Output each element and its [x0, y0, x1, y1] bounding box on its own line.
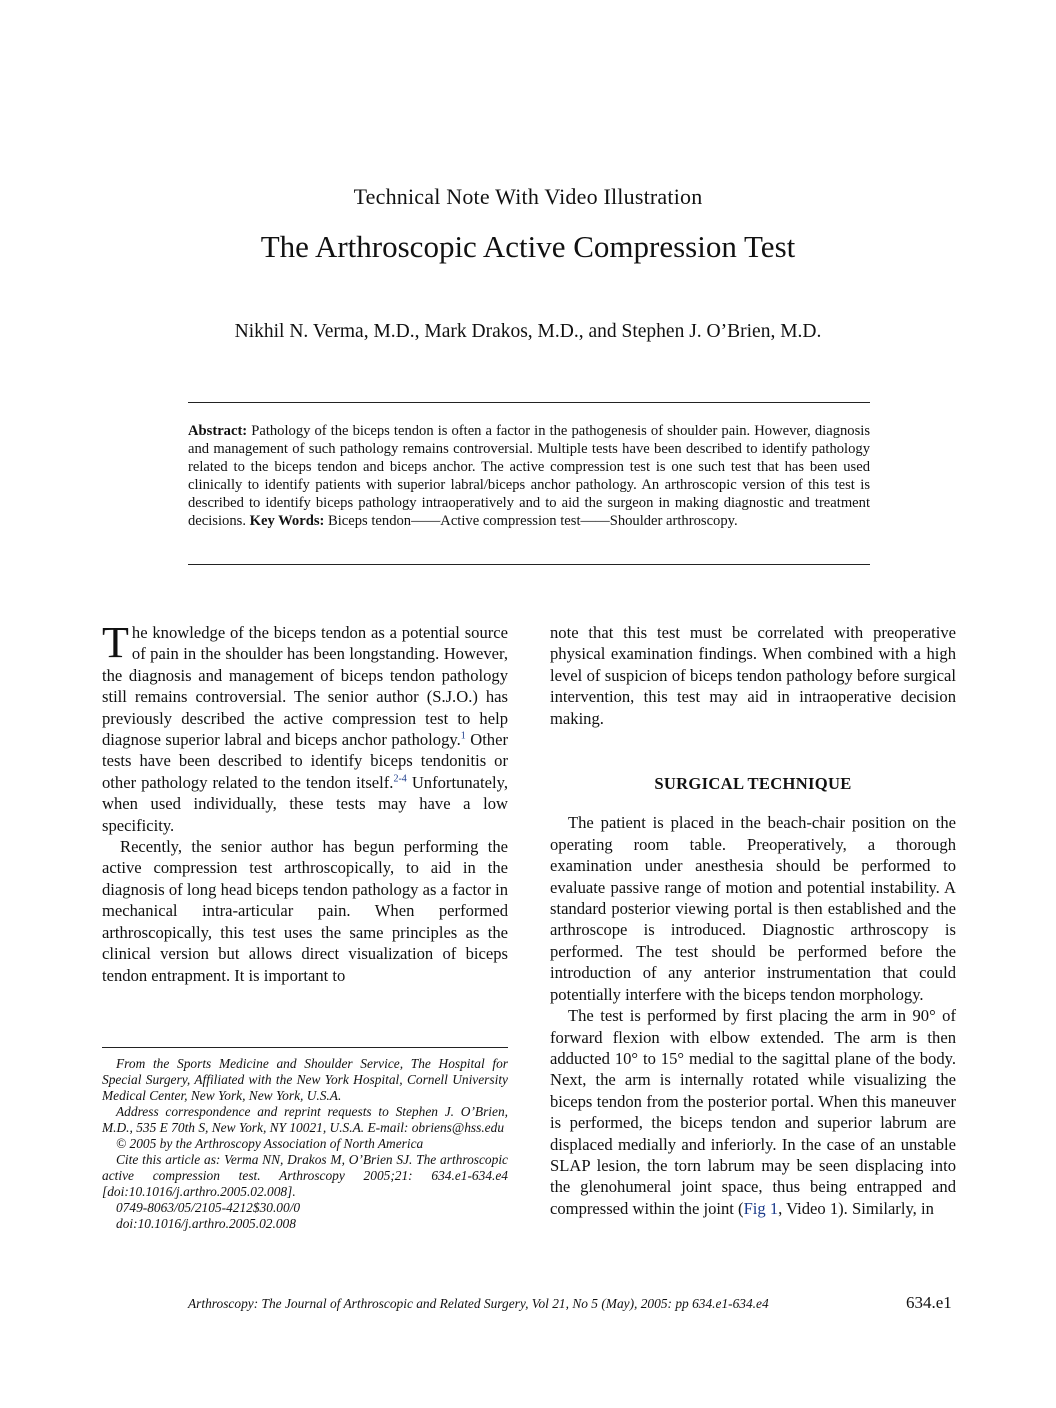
footnote: Cite this article as: Verma NN, Drakos M, O’Brien SJ. The arthroscopic active compression test. Arthroscopy 2005;21: 634.e1-634.e4 [doi:10.1016/j.arthro.2005.02.008].	[102, 1152, 508, 1199]
figure-link[interactable]: Fig 1	[743, 1198, 779, 1218]
citation-link[interactable]: 2-4	[393, 773, 407, 785]
keywords-text: Biceps tendon——Active compression test——Shoulder arthroscopy.	[324, 513, 738, 529]
article-title: The Arthroscopic Active Compression Test	[260, 229, 796, 264]
footnotes	[102, 1056, 508, 1232]
author-list: Nikhil N. Verma, M.D., Mark Drakos, M.D., and Stephen J. O’Brien, M.D.	[234, 321, 822, 342]
keywords-label: Key Words:	[249, 513, 325, 529]
abstract	[188, 422, 870, 530]
section-heading: SURGICAL TECHNIQUE	[654, 774, 852, 794]
body-paragraph: Recently, the senior author has begun performing the active compression test arthroscopically, to aid in the diagnosis of long head biceps tendon pathology as a factor in mechanical intra-articular pain. When performed arthroscopically, this test uses the same principles as the clinical version but allows direct visualization of biceps tendon entrapment. It is important to	[102, 837, 508, 985]
abstract-bottom-rule	[188, 564, 870, 565]
article-type: Technical Note With Video Illustration	[353, 184, 703, 209]
abstract-label: Abstract:	[188, 423, 248, 439]
drop-cap: T	[102, 618, 129, 667]
right-column	[550, 622, 956, 1219]
footnote: Address correspondence and reprint requests to Stephen J. O’Brien, M.D., 535 E 70th S, New York, NY 10021, U.S.A. E-mail: obriens@hss.edu	[102, 1104, 508, 1135]
body-paragraph: note that this test must be correlated with preoperative physical examination findings. When combined with a high level of suspicion of biceps tendon pathology before surgical intervention, this test may aid in intraoperative decision making.	[550, 623, 956, 728]
abstract-text: Pathology of the biceps tendon is often a factor in the pathogenesis of shoulder pain. However, diagnosis and management of such pathology remains controversial. Multiple tests have been described to identify pathology related to the biceps tendon and biceps anchor. The active compression test is one such test that has been used clinically to identify patients with superior labral/biceps anchor pathology. An arthroscopic version of this test is described to identify biceps pathology intraoperatively and to aid the surgeon in making diagnostic and treatment decisions.	[188, 423, 870, 529]
footnote: © 2005 by the Arthroscopy Association of North America	[116, 1136, 424, 1151]
body-paragraph: The knowledge of the biceps tendon as a potential source of pain in the shoulder has been longstanding. However, the diagnosis and management of biceps tendon pathology still remains controversial. The senior author (S.J.O.) has previously described the active compression test to help diagnose superior labral and biceps anchor pathology.$^1$ Other tests have been described to identify biceps tendonitis or other pathology related to the tendon itself.$^{2-4}$ Unfortunately, when used individually, these tests may have a low specificity.	[102, 618, 508, 835]
footnote: 0749-8063/05/2105-4212$30.00/0	[116, 1200, 301, 1215]
footnote-rule	[102, 1047, 508, 1048]
left-column	[102, 618, 508, 986]
body-paragraph: The test is performed by first placing the arm in 90° of forward flexion with elbow extended. The arm is then adducted 10° to 15° medial to the sagittal plane of the body. Next, the arm is internally rotated while visualizing the biceps tendon from the posterior portal. When this maneuver is performed, the biceps tendon and superior labrum are displaced medially and inferiorly. In the case of an unstable SLAP lesion, the torn labrum may be seen displacing into the glenohumeral joint space, thus being entrapped and compressed within the joint (Fig 1, Video 1). Similarly, in	[550, 1006, 956, 1218]
running-footer: Arthroscopy: The Journal of Arthroscopic and Related Surgery, Vol 21, No 5 (May), 2005: pp 634.e1-634.e4	[188, 1296, 769, 1311]
citation-link[interactable]: 1	[460, 730, 466, 742]
page-number: 634.e1	[906, 1293, 952, 1312]
body-paragraph: The patient is placed in the beach-chair position on the operating room table. Preoperatively, a thorough examination under anesthesia should be performed to evaluate passive range of motion and potential instability. A standard posterior viewing portal is then established and the arthroscope is introduced. Diagnostic arthroscopy is performed. The test should be performed before the introduction of any anterior instrumentation that could potentially interfere with the biceps tendon morphology.	[550, 813, 956, 1004]
abstract-top-rule	[188, 402, 870, 403]
footnote: From the Sports Medicine and Shoulder Service, The Hospital for Special Surgery, Affiliated with the New York Hospital, Cornell University Medical Center, New York, New York, U.S.A.	[102, 1056, 508, 1103]
footnote: doi:10.1016/j.arthro.2005.02.008	[116, 1216, 296, 1231]
